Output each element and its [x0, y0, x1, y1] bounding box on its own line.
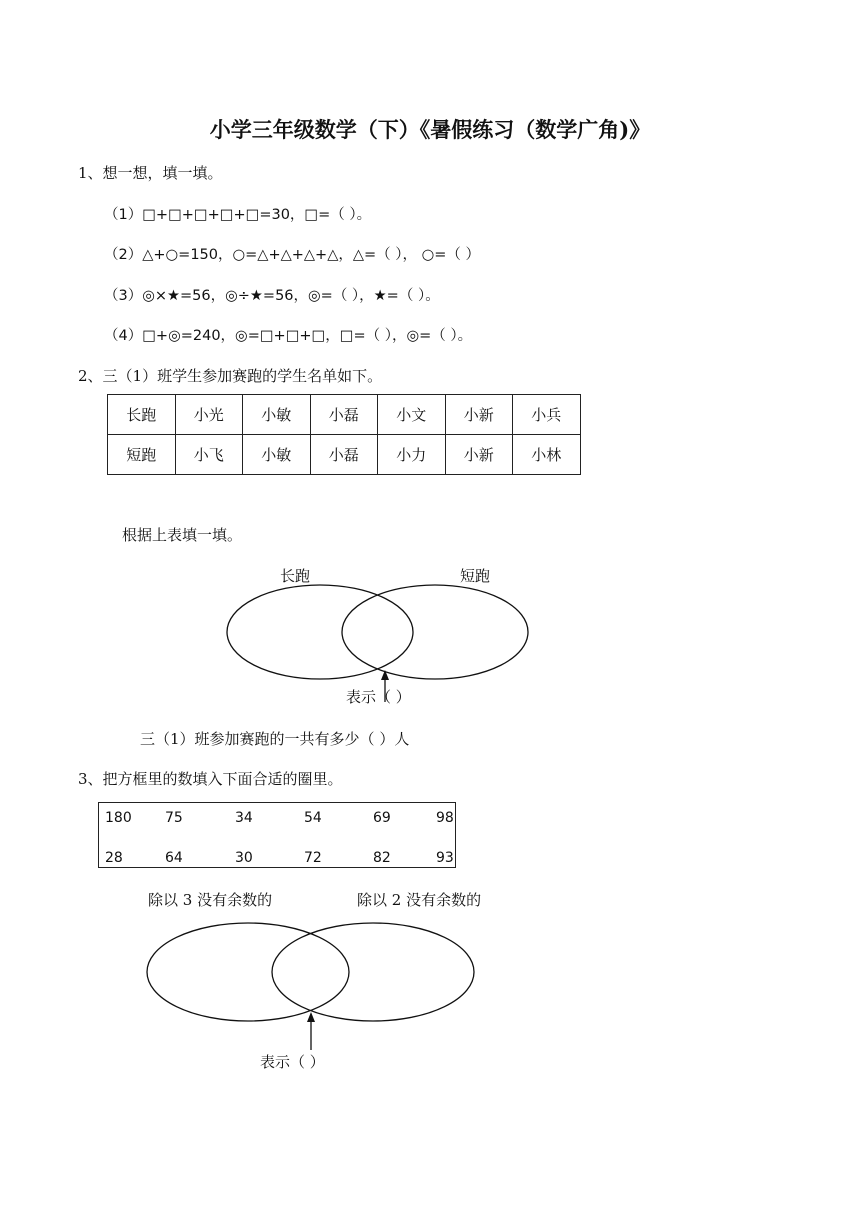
table-cell: 小敏 [243, 435, 311, 475]
table-cell: 小新 [445, 435, 513, 475]
number-item: 98 [436, 810, 454, 826]
table-cell: 小磊 [310, 395, 378, 435]
number-item: 180 [105, 810, 132, 826]
number-item: 69 [373, 810, 391, 826]
table-cell: 小文 [378, 395, 446, 435]
number-item: 93 [436, 850, 454, 866]
q2-heading: 2、三（1）班学生参加赛跑的学生名单如下。 [78, 367, 383, 385]
table-cell: 小林 [513, 435, 581, 475]
table-cell: 小飞 [175, 435, 243, 475]
number-item: 72 [304, 850, 322, 866]
venn1-left-circle [227, 585, 413, 679]
number-box [98, 802, 456, 868]
table-cell: 小力 [378, 435, 446, 475]
number-item: 82 [373, 850, 391, 866]
q1-item-3: （3）◎×★=56，◎÷★=56，◎=（ ），★=（ ）。 [104, 288, 440, 304]
table-cell: 小光 [175, 395, 243, 435]
number-item: 75 [165, 810, 183, 826]
venn1-right-label: 短跑 [460, 567, 491, 585]
table-cell: 小磊 [310, 435, 378, 475]
q1-item-1: （1）□+□+□+□+□=30，□=（ ）。 [104, 207, 372, 223]
q3-heading: 3、把方框里的数填入下面合适的圈里。 [78, 770, 343, 788]
venn2-left-circle [147, 923, 349, 1021]
table-cell: 小新 [445, 395, 513, 435]
number-item: 30 [235, 850, 253, 866]
q1-heading: 1、想一想，填一填。 [78, 164, 223, 182]
table-cell: 短跑 [108, 435, 176, 475]
number-item: 34 [235, 810, 253, 826]
table-cell: 小兵 [513, 395, 581, 435]
venn2-right-circle [272, 923, 474, 1021]
venn2-arrow-label: 表示（ ） [260, 1053, 325, 1071]
venn1-left-label: 长跑 [280, 567, 311, 585]
q1-item-4: （4）□+◎=240，◎=□+□+□，□=（ ），◎=（ ）。 [104, 328, 473, 344]
table-cell: 长跑 [108, 395, 176, 435]
table-cell: 小敏 [243, 395, 311, 435]
q1-item-2: （2）△+○=150，○=△+△+△+△，△=（ ）， ○=（ ） [104, 247, 481, 263]
venn1-arrow-label: 表示（ ） [346, 688, 411, 706]
venn2-right-label: 除以 2 没有余数的 [357, 891, 482, 909]
page-title: 小学三年级数学（下）《暑假练习（数学广角)》 [209, 117, 651, 142]
venn1-right-circle [342, 585, 528, 679]
number-item: 54 [304, 810, 322, 826]
q2-question: 三（1）班参加赛跑的一共有多少（ ）人 [140, 730, 410, 748]
venn2-left-label: 除以 3 没有余数的 [148, 891, 273, 909]
number-item: 64 [165, 850, 183, 866]
venn2-arrowhead [307, 1012, 315, 1022]
number-item: 28 [105, 850, 123, 866]
venn1-arrowhead [381, 670, 389, 680]
q2-instruction: 根据上表填一填。 [122, 526, 243, 544]
